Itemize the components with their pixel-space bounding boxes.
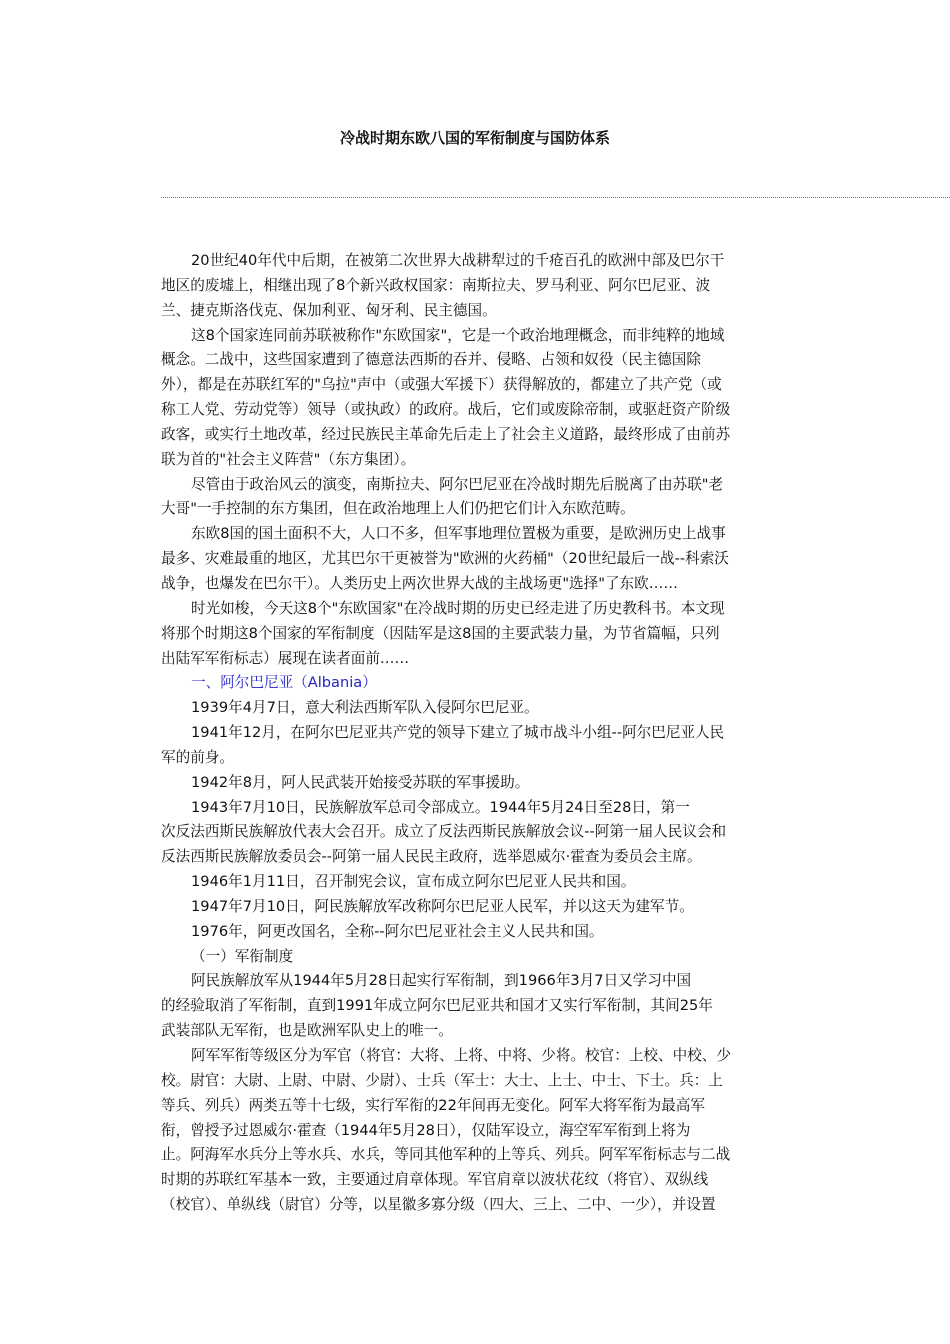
section-heading: 一、阿尔巴尼亚（Albania）: [191, 674, 377, 692]
text-line: 时光如梭，今天这8个"东欧国家"在冷战时期的历史已经走进了历史教科书。本文现: [191, 599, 725, 617]
text-line: 称工人党、劳动党等）领导（或执政）的政府。战后，它们或废除帝制，或驱赶资产阶级: [161, 401, 731, 419]
text-line: 大哥"一手控制的东方集团，但在政治地理上人们仍把它们计入东欧范畴。: [161, 500, 635, 518]
text-line: 反法西斯民族解放委员会--阿第一届人民民主政府，选举恩威尔·霍查为委员会主席。: [161, 848, 702, 866]
document-title: 冷战时期东欧八国的军衔制度与国防体系: [339, 129, 610, 147]
text-line: 1941年12月，在阿尔巴尼亚共产党的领导下建立了城市战斗小组--阿尔巴尼亚人民: [191, 724, 725, 742]
text-line: 的经验取消了军衔制，直到1991年成立阿尔巴尼亚共和国才又实行军衔制，其间25年: [161, 997, 713, 1015]
text-line: 概念。二战中，这些国家遭到了德意法西斯的吞并、侵略、占领和奴役（民主德国除: [161, 351, 701, 369]
text-line: 尽管由于政治风云的演变，南斯拉夫、阿尔巴尼亚在冷战时期先后脱离了由苏联"老: [191, 475, 724, 493]
document-body: [161, 249, 787, 1218]
text-line: 最多、灾难最重的地区，尤其巴尔干更被誉为"欧洲的火药桶"（20世纪最后一战--科索沃: [161, 550, 729, 568]
text-line: 出陆军军衔标志）展现在读者面前……: [161, 649, 410, 667]
text-line: 1939年4月7日，意大利法西斯军队入侵阿尔巴尼亚。: [191, 699, 539, 717]
text-line: 1943年7月10日，民族解放军总司令部成立。1944年5月24日至28日，第一: [191, 798, 690, 816]
text-line: 外），都是在苏联红军的"乌拉"声中（或强大军援下）获得解放的，都建立了共产党（或: [161, 376, 722, 394]
text-line: 兰、捷克斯洛伐克、保加利亚、匈牙利、民主德国。: [161, 301, 497, 319]
text-line: 1947年7月10日，阿民族解放军改称阿尔巴尼亚人民军，并以这天为建军节。: [191, 897, 694, 915]
text-line: 1942年8月，阿人民武装开始接受苏联的军事援助。: [191, 773, 530, 791]
text-line: 1976年，阿更改国名，全称--阿尔巴尼亚社会主义人民共和国。: [191, 922, 604, 940]
text-line: 政客，或实行土地改革，经过民族民主革命先后走上了社会主义道路，最终形成了由前苏: [161, 425, 731, 443]
text-line: 1946年1月11日，召开制宪会议，宣布成立阿尔巴尼亚人民共和国。: [191, 873, 636, 891]
text-line: （一）军衔制度: [191, 947, 294, 965]
text-line: 阿民族解放军从1944年5月28日起实行军衔制，到1966年3月7日又学习中国: [191, 972, 692, 990]
text-line: 这8个国家连同前苏联被称作"东欧国家"，它是一个政治地理概念，而非纯粹的地域: [191, 326, 725, 344]
text-line: 联为首的"社会主义阵营"（东方集团）。: [161, 450, 416, 468]
text-line: 等兵、列兵）两类五等十七级，实行军衔的22年间再无变化。阿军大将军衔为最高军: [161, 1096, 705, 1114]
text-line: 止。阿海军水兵分上等水兵、水兵，等同其他军种的上等兵、列兵。阿军军衔标志与二战: [161, 1146, 731, 1164]
text-line: 衔，曾授予过恩威尔·霍查（1944年5月28日），仅陆军设立，海空军军衔到上将为: [161, 1121, 691, 1139]
text-line: 军的前身。: [161, 748, 234, 766]
text-line: 20世纪40年代中后期，在被第二次世界大战耕犁过的千疮百孔的欧洲中部及巴尔干: [191, 252, 725, 269]
text-line: 阿军军衔等级区分为军官（将官：大将、上将、中将、少将。校官：上校、中校、少: [191, 1047, 731, 1064]
text-line: 地区的废墟上，相继出现了8个新兴政权国家：南斯拉夫、罗马利亚、阿尔巴尼亚、波: [161, 276, 711, 294]
text-line: 时期的苏联红军基本一致，主要通过肩章体现。军官肩章以波状花纹（将官）、双纵线: [161, 1171, 709, 1189]
text-line: 将那个时期这8个国家的军衔制度（因陆军是这8国的主要武装力量，为节省篇幅，只列: [161, 624, 720, 642]
text-line: 战争，也爆发在巴尔干）。人类历史上两次世界大战的主战场更"选择"了东欧……: [161, 574, 678, 592]
text-line: 校。尉官：大尉、上尉、中尉、少尉）、士兵（军士：大士、上士、中士、下士。兵：上: [161, 1071, 723, 1089]
text-line: 东欧8国的国土面积不大，人口不多，但军事地理位置极为重要，是欧洲历史上战事: [191, 525, 726, 543]
title-divider: [161, 197, 950, 198]
text-line: 次反法西斯民族解放代表大会召开。成立了反法西斯民族解放会议--阿第一届人民议会和: [161, 823, 727, 841]
text-line: 武装部队无军衔，也是欧洲军队史上的唯一。: [161, 1022, 453, 1040]
text-line: （校官）、单纵线（尉官）分等，以星徽多寡分级（四大、三上、二中、一少），并设置: [161, 1196, 716, 1214]
